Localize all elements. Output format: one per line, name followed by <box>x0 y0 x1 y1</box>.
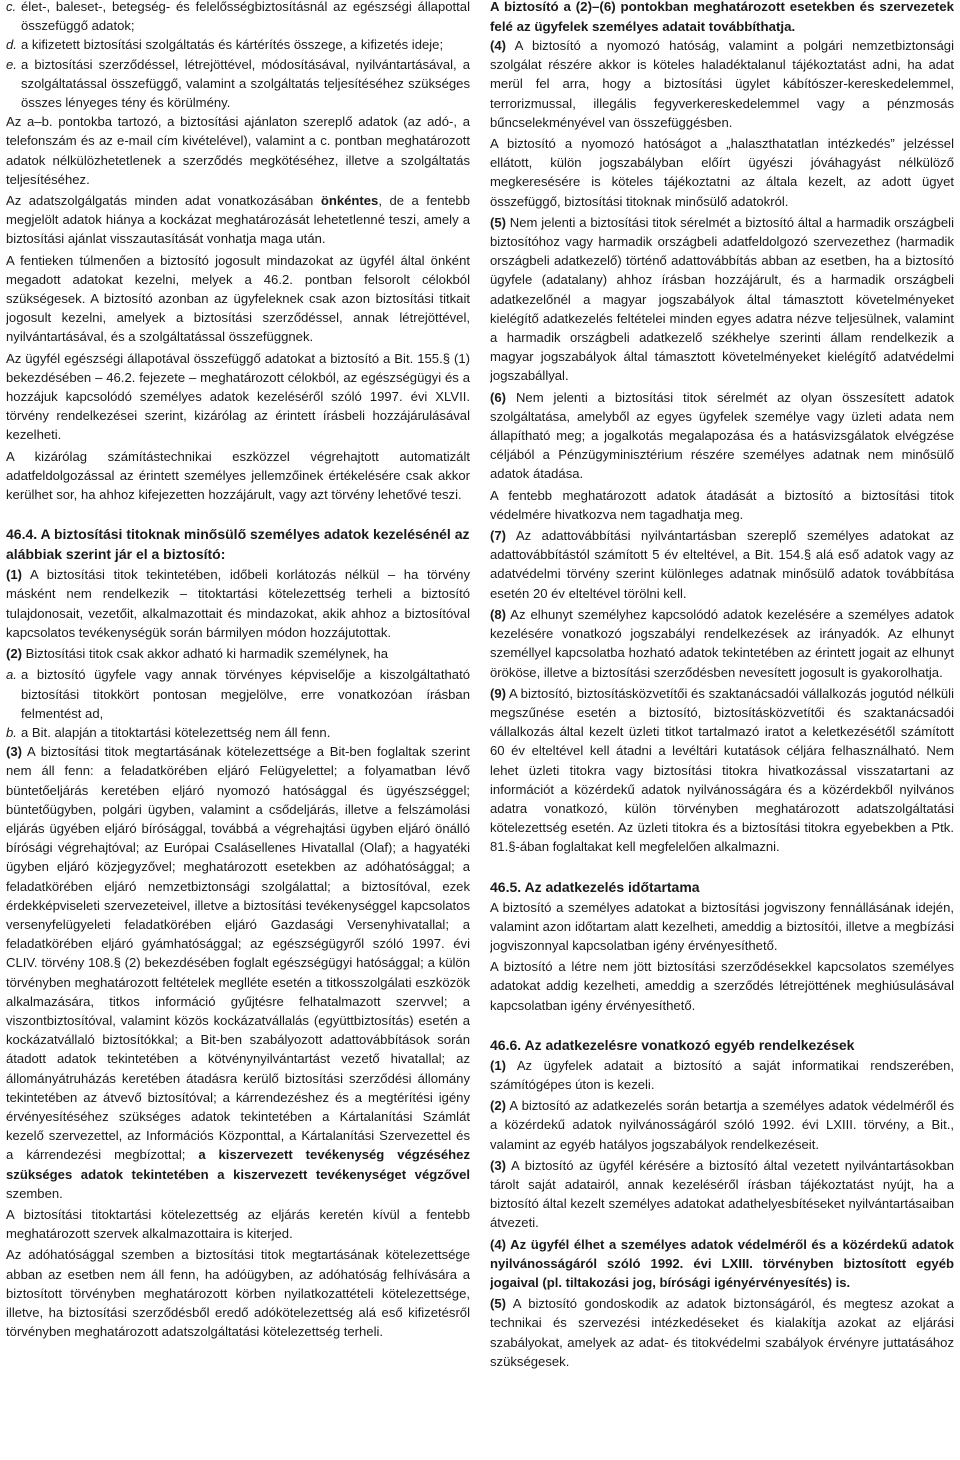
text-span: Az adatszolgálgatás minden adat vonatkozásában <box>6 193 321 209</box>
paragraph: A biztosító a nyomozó hatóságot a „halaszthatatlan intézkedés” jelzéssel ellátott, külön jogszabályban előírt ügyészi jóváhagyást nélkülöző megkeresésére is köteles tájékoztatni az általa kezelt, az adott ügyet összefüggő, biztosítási titoknak minősülő adatokról. <box>490 136 954 209</box>
subsection-text: A biztosítási titok tekintetében, időbeli korlátozás nélkül – ha törvény másként nem rendelkezik – titoktartási kötelezettség terheli a biztosító tulajdonosait, vezetőit, alkalmazottait és mindazokat, akik ahhoz a biztosítóval kapcsolatos tevékenységük során bármilyen módon hozzájutottak. <box>6 567 470 640</box>
subsection-number: (4) <box>490 38 507 53</box>
subsection-number: (1) <box>6 567 23 583</box>
subsection-7 <box>490 526 954 603</box>
list-label: c. <box>6 0 17 14</box>
subsection-text: Az elhunyt személyhez kapcsolódó adatok kezelésére a személyes adatok kezelésére vonatkozó jogszabályi rendelkezések az irányadók. Az elhunyt személlyel kapcsolatba hozható adatok tekintetében az érintett jogait az elhunyt örököse, illetve a biztosítási szerződésben nevesített jogosult is gyakorolhatja. <box>490 606 954 680</box>
paragraph: A kizárólag számítástechnikai eszközzel végrehajtott automatizált adatfeldolgozással az érintett személyes jellemzőinek értékelésére csak akkor kerülhet sor, ha ahhoz kifejezetten hozzájárult, vagy azt törvény lehetővé teszi. <box>6 448 470 503</box>
subsection-number: (2) <box>490 1098 507 1114</box>
right-column <box>490 0 954 1460</box>
subsection-3 <box>6 742 470 1203</box>
subsection-text: A biztosító az adatkezelés során betartja a személyes adatok védelméről és a közérdekű adatok nyilvánosságáról szóló 1992. évi LXIII. törvény, a Bit., valamint az egyéb hatályos jogszabályok rendelkezéseit. <box>490 1098 954 1152</box>
bold-text: önkéntes <box>320 193 379 209</box>
paragraph: A biztosító a létre nem jött biztosítási szerződésekkel kapcsolatos személyes adatokat addig kezelheti, ameddig a szerződés létrejöttének meghiúsulásával kapcsolatban igény érvényesíthető. <box>490 959 954 1013</box>
paragraph: Az a–b. pontokba tartozó, a biztosítási ajánlaton szereplő adatok (az adó-, a telefonszám és az e-mail cím kivételével), valamint a c. pontban meghatározott adatok nélkülözhetetlenek a szerződés megkötéséhez, illetve a szolgáltatás teljesítéséhez. <box>6 114 470 187</box>
subsection-text: Az adattovábbítási nyilvántartásban szereplő személyes adatokat az adattovábbítástól számított 5 év elteltével, a Bit. 154.§ alá eső adatok vagy az adatvédelmi törvény szerint különleges adatnak minősülő adatok továbbítása esetén 20 év elteltével törölni kell. <box>490 528 954 601</box>
subsection-text: Biztosítási titok csak akkor adható ki harmadik személynek, ha <box>22 646 389 662</box>
subsection-text: A biztosító, biztosításközvetítői és szaktanácsadói vállalkozás jogutód nélküli megszűnése esetén a biztosító, biztosításközvetítői és szaktanácsadói vállalkozás által kezelt üzleti titkot tartalmazó iratot a keletkezésétől számított 60 év elteltével kell átadni a levéltári kutatások céljára felhasználható. Nem lehet üzleti titokra vagy biztosítási titokra hivatkozással visszatartani az információt a közérdekű adatok nyilvánosságára és a közérdekből nyilvános adatra vonatkozó, külön törvényben meghatározott adatszolgáltatási kötelezettség esetén. Az üzleti titokra és a biztosítási titokra egyebekben a Ptk. 81.§-ában foglaltakat kell megfelelően alkalmazni. <box>490 685 954 855</box>
subsection-text: Nem jelenti a biztosítási titok sérelmét a biztosító által a harmadik országbeli biztosítóhoz vagy harmadik országbeli adatfeldolgozó szervezethez (harmadik országbeli adatkezelő) történő adattovábbítás abban az esetben, ha a biztosító ügyfele (adatalany) ahhoz írásban hozzájárult, és a harmadik országbeli adatkezelőnél a magyar jogszabályok által támasztott követelményeket kielégítő adatkezelés feltételei minden egyes adatra nézve teljesülnek, valamint a harmadik országbeli adatkezelő székhelye szerinti állam rendelkezik a magyar jogszabályok által támasztott követelményeket kielégítő adatvédelmi jogszabállyal. <box>490 214 954 384</box>
section-heading-46-6: 46.6. Az adatkezelésre vonatkozó egyéb rendelkezések <box>490 1036 855 1053</box>
subsection-number: (1) <box>490 1057 507 1073</box>
subsection-text: A biztosító az ügyfél kérésére a biztosító által vezetett nyilvántartásokban tárolt saját adatairól, annak kezeléséről írásban tájékoztatást nyújt, ha a biztosító által kezelt személyes adatokat adathelyesbítéseket nyilvántartásaiban átvezeti. <box>490 1157 954 1231</box>
list-text: a Bit. alapján a titoktartási kötelezettség nem áll fenn. <box>21 724 331 740</box>
subsection-number: (6) <box>490 389 507 405</box>
section-heading-46-4: 46.4. A biztosítási titoknak minősülő személyes adatok kezelésénél az alábbiak szerint jár el a biztosító: <box>6 526 470 563</box>
paragraph: A fentieken túlmenően a biztosító jogosult mindazokat az ügyfél által önként megadott adatokat kezelni, melyek a 46.2. pontban felsorolt célokból szükségesek. A biztosító azonban az ügyfeleknek csak azon biztosítási titkait jogosult kezelni, amelyek a biztosítási szerződéssel, annak létrejöttével, nyilvántartásával, és a szolgáltatással összefüggnek. <box>6 252 470 345</box>
list-label: d. <box>6 37 17 53</box>
subsection-text: Nem jelenti a biztosítási titok sérelmét az olyan összesített adatok szolgáltatása, amelyből az egyes ügyfelek személye vagy üzleti adata nem állapítható meg; a jogalkotás megalapozása és a hatásvizsgálatok elvégzése céljából a Pénzügyminisztérium részére személyes adatnak nem minősülő adatok átadása. <box>490 389 954 482</box>
subsection-number: (8) <box>490 606 507 622</box>
paragraph <box>6 191 470 249</box>
paragraph: Az adóhatósággal szemben a biztosítási titok megtartásának kötelezettsége abban az esetben nem áll fenn, ha adóügyben, az adóhatóság felhívására a biztosított törvényben meghatározott körben nyilatkozattételi kötelezettsége, illetve, ha biztosítási szerződésből eredő adókötelezettség alá eső kifizetésről törvényben meghatározott adatszolgáltatási kötelezettség terheli. <box>6 1247 470 1340</box>
subsection-text: A biztosító gondoskodik az adatok biztonságáról, és megtesz azokat a technikai és szervezési intézkedéseket és kialakítja azokat az eljárási szabályokat, amelyek az adat- és titokvédelmi szabályok érvényre juttatásához szükségesek. <box>490 1296 954 1369</box>
subsection-r4 <box>490 1235 954 1293</box>
intro-bold-paragraph: A biztosító a (2)–(6) pontokban meghatározott esetekben és szervezetek felé az ügyfelek személyes adatait továbbíthatja. <box>490 0 954 34</box>
list-text: a biztosítási szerződéssel, létrejöttével, módosításával, nyilvántartásával, a szolgáltatással összefüggő, valamint a szolgáltatás teljesítéséhez szükséges összes lényeges tény és körülmény. <box>21 56 470 111</box>
subsection-number: (9) <box>490 685 507 701</box>
list-text: a biztosító ügyfele vagy annak törvényes képviselője a kiszolgáltatható biztosítási titokkört pontosan megjelölve, erre vonatkozóan írásban felmentést ad, <box>21 667 470 721</box>
subsection-number: (4) <box>490 1236 507 1252</box>
list-label: a. <box>6 667 17 683</box>
subsection-5 <box>490 213 954 386</box>
subsection-2 <box>6 644 470 663</box>
subsection-number: (5) <box>490 1296 507 1312</box>
subsection-r1 <box>490 1056 954 1094</box>
section-heading-46-5: 46.5. Az adatkezelés időtartama <box>490 878 700 895</box>
list-item-b <box>6 723 470 742</box>
list-label: e. <box>6 56 17 72</box>
subsection-number: (5) <box>490 214 507 230</box>
subsection-number: (7) <box>490 528 507 544</box>
paragraph: A biztosító a személyes adatokat a biztosítási jogviszony fennállásának idején, valamint azon időtartam alatt kezelheti, ameddig a biztosítói, illetve a megbízási jogviszonnyal kapcsolatban igény érvényesíthető. <box>490 899 954 953</box>
list-item-a <box>6 665 470 723</box>
subsection-text: Az ügyfelek adatait a biztosító a saját informatikai rendszerében, számítógépes úton is kezeli. <box>490 1057 954 1092</box>
list-item-c <box>6 0 470 35</box>
list-item-e <box>6 55 470 113</box>
bold-text: Az ügyfél élhet a személyes adatok védelméről és a közérdekű adatok nyilvánosságáról szóló 1992. évi LXIII. törvényben biztosított egyéb jogaival (pl. tiltakozási jog, bírósági igényérvényesítés) is. <box>490 1236 954 1290</box>
list-label: b. <box>6 724 17 740</box>
subsection-9 <box>490 684 954 857</box>
subsection-number: (2) <box>6 646 23 662</box>
subsection-1 <box>6 565 470 642</box>
text-span: , de a fentebb megjelölt adatok hiánya a kockázat meghatározását lehetetlenné teszi, amely a biztosítási ajánlat visszautasítását vonhatja maga után. <box>6 193 470 247</box>
paragraph: A biztosítási titoktartási kötelezettség az eljárás keretén kívül a fentebb meghatározott szervek alkalmazottaira is kiterjed. <box>6 1206 470 1242</box>
subsection-text: A biztosító a nyomozó hatóság, valamint a polgári nemzetbiztonsági szolgálat részére akkor is köteles haladéktalanul tájékoztatást adni, ha adat merül fel arra, hogy a biztosítási ügylet kábítószer-kereskedelemmel, terrorizmussal, illegális fegyverkereskedelemmel vagy a pénzmosás bűncselekményével van összefüggésben. <box>490 38 954 130</box>
list-text: élet-, baleset-, betegség- és felelősségbiztosításnál az egészségi állapottal összefüggő adatok; <box>21 0 470 34</box>
list-item-d <box>6 35 470 54</box>
subsection-text: A biztosítási titok megtartásának kötelezettsége a Bit-ben foglaltak szerint nem áll fenn: a feladatkörében eljáró Felügyelettel; a folyamatban lévő büntetőeljárás keretében eljáró nyomozó hatósággal és ügyészséggel; büntetőügyben, polgári ügyben, valamint a csődeljárás, illetve a felszámolási eljárás ügyében eljáró bírósággal, továbbá a végrehajtási ügyben eljáró önálló bírósági végrehajtóval; az Európai Csalásellenes Hivatallal (Olaf); a hagyatéki ügyben eljáró közjegyzővel; meghatározott esetekben az adóhatósággal; a feladatkörében eljáró nemzetbiztonsági szolgálattal; a biztosítóval, ezek érdekképviseleti szervezeteivel, illetve a biztosítási tevékenységgel kapcsolatos versenyfelügyeleti feladatkörében eljáró Gazdasági Versenyhivatallal; a feladatkörében eljáró gyámhatósággal; az egészségügyről szóló 1997. évi CLIV. törvény 108.§ (2) bekezdésében foglalt egészségügyi hatósággal; a külön törvényben meghatározott feltételek meglléte esetén a titkosszolgálati eszközök alkalmazására, titkos információ gyűjtésre felhatalmazott szervvel; a viszontbiztosítóval, valamint közös kockázatvállalás (együttbiztosítás) esetén a kockázatvállaló biztosítókkal; a Bit-ben szabályozott adattovábbítások során átadott adatok tekintetében a kötvénynyilvántartást vezető hivatallal; az állományátruházás keretében átadásra kerülő biztosítási szerződési állomány tekintetében az átvevő biztosítóval; a kárrendezéshez és a megtérítési igény érvényesítéséhez szükséges adatok tekintetében a Kártalanítási Számlát kezelő szervezettel, az Információs Központtal, a Kártalanítási Szervezettel és a kárrendezési megbízottal; <box>6 744 470 1163</box>
subsection-r3 <box>490 1156 954 1233</box>
bold-text: a kiszervezett tevékenység végzéséhez szükséges adatok tekintetében a kiszervezett tevékenységet végzővel <box>6 1147 470 1182</box>
paragraph: Az ügyfél egészségi állapotával összefüggő adatokat a biztosító a Bit. 155.§ (1) bekezdésében – 46.2. fejezete – meghatározott célokból, az egészségügyi és a hozzájuk kapcsolódó személyes adatok kezeléséről szóló 1997. évi XLVII. törvény rendelkezései szerint, kizárólag az érintett írásbeli hozzájárulásával kezelheti. <box>6 350 470 443</box>
subsection-6 <box>490 388 954 484</box>
paragraph: A fentebb meghatározott adatok átadását a biztosító a biztosítási titok védelmére hivatkozva nem tagadhatja meg. <box>490 487 954 522</box>
list-text: a kifizetett biztosítási szolgáltatás és kártérítés összege, a kifizetés ideje; <box>21 37 444 53</box>
text-span: szemben. <box>6 1185 63 1201</box>
subsection-r2 <box>490 1096 954 1154</box>
subsection-number: (3) <box>490 1157 507 1173</box>
subsection-r5 <box>490 1294 954 1371</box>
subsection-4 <box>490 36 954 132</box>
subsection-8 <box>490 605 954 682</box>
subsection-number: (3) <box>6 744 23 760</box>
left-column <box>6 0 470 1460</box>
